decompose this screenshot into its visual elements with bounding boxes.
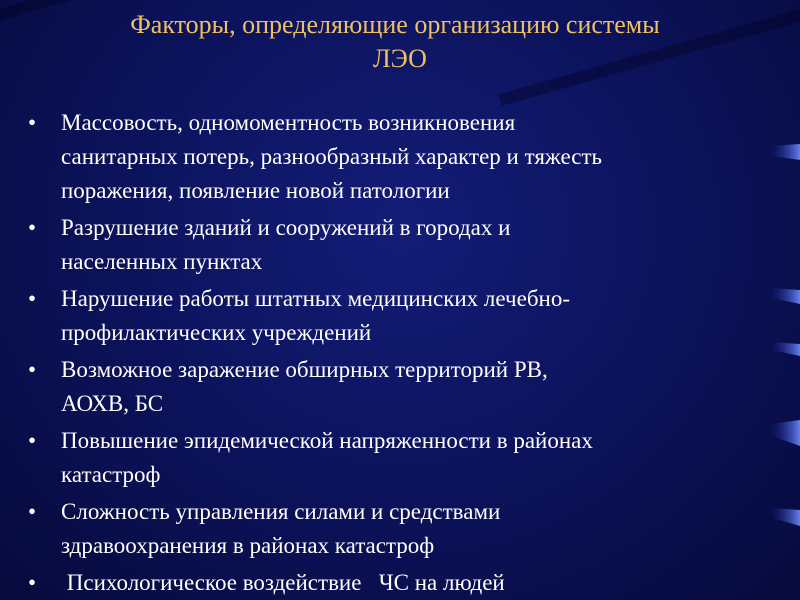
bullet-text-line: санитарных потерь, разнообразный характер и тяжесть — [61, 144, 603, 169]
bullet-text-line: Сложность управления силами и средствами — [61, 499, 501, 524]
bullet-text-line: Психологическое воздействие ЧС на людей — [61, 570, 505, 595]
bullet-dot: • — [28, 215, 37, 240]
bullet-dot: • — [28, 570, 37, 595]
bullet-item-epidemic-tension — [28, 424, 728, 492]
bullet-text-line: Массовость, одномоментность возникновения — [61, 110, 516, 135]
bullet-text-line: профилактических учреждений — [61, 320, 372, 345]
bullet-dot: • — [28, 499, 37, 524]
bullet-dot: • — [28, 286, 37, 311]
slide-title-line-2: ЛЭО — [373, 44, 427, 73]
bullet-item-contamination — [28, 353, 728, 421]
slide-title — [0, 8, 800, 76]
bullet-item-management-complexity — [28, 495, 728, 563]
bullet-text-line: Возможное заражение обширных территорий РВ, — [61, 357, 548, 382]
bullet-item-psychological-impact — [28, 566, 728, 600]
slide-title-line-1: Факторы, определяющие организацию системы — [130, 10, 660, 39]
bullet-dot: • — [28, 357, 37, 382]
bullet-item-mass-casualties — [28, 106, 728, 208]
bullet-text-line: Нарушение работы штатных медицинских лечебно- — [61, 286, 570, 311]
bullet-list — [28, 106, 728, 600]
bullet-dot: • — [28, 110, 37, 135]
bullet-text-line: здравоохранения в районах катастроф — [61, 533, 435, 558]
right-edge-streaks — [770, 144, 800, 526]
bullet-text-line: населенных пунктах — [61, 249, 263, 274]
bullet-text-line: поражения, появление новой патологии — [61, 178, 450, 203]
bullet-text-line: АОХВ, БС — [61, 391, 164, 416]
bullet-text-line: катастроф — [61, 462, 161, 487]
bullet-text-line: Разрушение зданий и сооружений в городах и — [61, 215, 511, 240]
bullet-text-line: Повышение эпидемической напряженности в районах — [61, 428, 593, 453]
bullet-item-building-destruction — [28, 211, 728, 279]
bullet-item-medical-disruption — [28, 282, 728, 350]
bullet-dot: • — [28, 428, 37, 453]
